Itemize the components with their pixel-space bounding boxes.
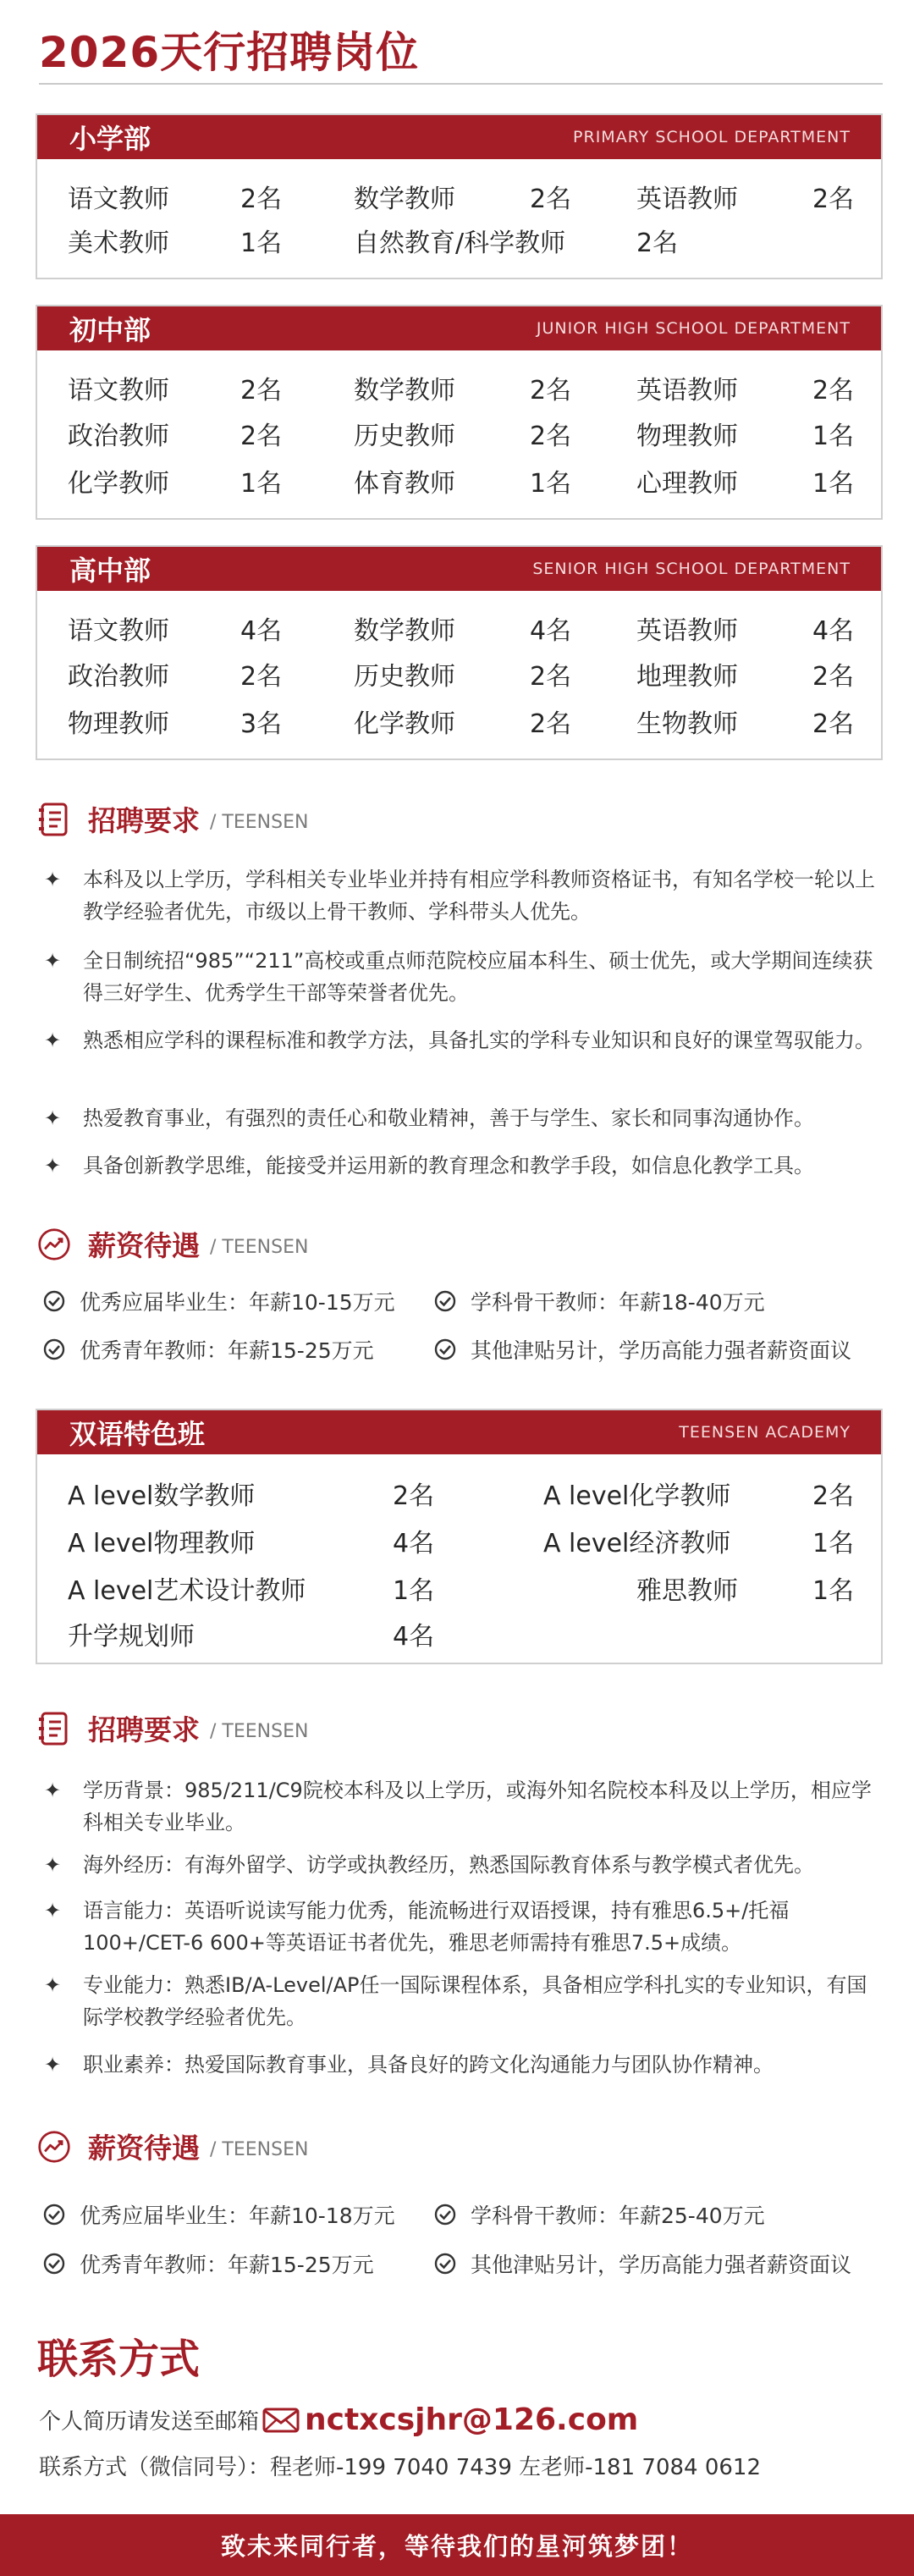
check-circle-icon: [42, 1289, 66, 1313]
requirement-text: 专业能力：熟悉IB/A-Level/AP任一国际课程体系，具备相应学科扎实的专业知识，有国际学校教学经验者优先。: [83, 1973, 867, 2029]
position-role: 数学教师: [354, 376, 455, 405]
salary-item: [42, 1334, 374, 1365]
trend-icon: [37, 2128, 71, 2165]
position-count: 2名: [636, 229, 679, 258]
position-count: 2名: [530, 709, 572, 739]
salary-text: 学科骨干教师：年薪18-40万元: [471, 1290, 765, 1315]
position-role: 数学教师: [354, 616, 455, 646]
position-role: 物理教师: [636, 422, 738, 451]
dept-header: [37, 115, 881, 159]
salary-text: 学科骨干教师：年薪25-40万元: [471, 2204, 765, 2228]
section-subtitle: / TEENSEN: [210, 1721, 309, 1742]
requirement-item: [44, 1895, 882, 1959]
position-count: 2名: [530, 662, 572, 692]
dept-english-name: SENIOR HIGH SCHOOL DEPARTMENT: [532, 560, 851, 578]
position-role: A level经济教师: [543, 1529, 731, 1558]
position-role: 生物教师: [636, 709, 738, 739]
salary-item: [433, 1334, 851, 1365]
position-role: 升学规划师: [68, 1622, 195, 1652]
requirement-item: [44, 1774, 882, 1839]
sparkle-icon: ✦: [44, 1973, 62, 1997]
position-role: 化学教师: [68, 469, 169, 499]
dept-header: [37, 547, 881, 591]
salary-text: 优秀应届毕业生：年薪10-15万元: [80, 1290, 395, 1315]
dept-primary: [36, 113, 883, 279]
position-count: 4名: [240, 616, 283, 646]
position-role: 数学教师: [354, 185, 455, 214]
position-count: 4名: [393, 1529, 435, 1558]
salary-text: 优秀青年教师：年薪15-25万元: [80, 1338, 374, 1363]
salary-header: [37, 2126, 308, 2166]
position-role: 美术教师: [68, 229, 169, 258]
sparkle-icon: ✦: [44, 1106, 62, 1130]
salary-text: 其他津贴另计，学历高能力强者薪资面议: [471, 2253, 852, 2277]
footer-banner: [0, 2514, 914, 2576]
position-role: 地理教师: [636, 662, 738, 692]
document-icon: [37, 1710, 71, 1747]
position-count: 1名: [812, 422, 855, 451]
position-count: 3名: [240, 709, 283, 739]
dept-senior: [36, 545, 883, 760]
salary-text: 优秀青年教师：年薪15-25万元: [80, 2253, 374, 2277]
position-count: 1名: [393, 1576, 435, 1606]
position-count: 2名: [393, 1481, 435, 1511]
position-count: 2名: [240, 422, 283, 451]
mail-icon: [262, 2407, 300, 2434]
requirement-item: [44, 1969, 882, 2033]
position-role: 政治教师: [68, 662, 169, 692]
requirement-item: [44, 1102, 882, 1134]
position-role: 化学教师: [354, 709, 455, 739]
footer-slogan: 致未来同行者，等待我们的星河筑梦团！: [220, 2532, 693, 2561]
sparkle-icon: ✦: [44, 1899, 62, 1922]
position-role: 历史教师: [354, 422, 455, 451]
position-role: 政治教师: [68, 422, 169, 451]
salary-item: [42, 2248, 374, 2279]
requirement-text: 熟悉相应学科的课程标准和教学方法，具备扎实的学科专业知识和良好的课堂驾驭能力。: [83, 1029, 875, 1052]
section-title: 薪资待遇: [88, 2132, 200, 2165]
sparkle-icon: ✦: [44, 1853, 62, 1877]
requirement-text: 学历背景：985/211/C9院校本科及以上学历，或海外知名院校本科及以上学历，相应学科相关专业毕业。: [83, 1779, 872, 1834]
position-role: 心理教师: [636, 469, 738, 499]
requirement-item: [44, 863, 882, 928]
dept-english-name: JUNIOR HIGH SCHOOL DEPARTMENT: [536, 319, 851, 338]
requirement-text: 全日制统招“985”“211”高校或重点师范院校应届本科生、硕士优先，或大学期间连续获得三好学生、优秀学生干部等荣誉者优先。: [83, 949, 873, 1005]
requirement-item: [44, 1150, 882, 1182]
position-count: 4名: [393, 1622, 435, 1652]
requirement-item: [44, 945, 882, 1009]
requirements-header: [37, 799, 308, 839]
section-title: 招聘要求: [88, 804, 200, 837]
sparkle-icon: ✦: [44, 1154, 62, 1178]
document-icon: [37, 801, 71, 838]
position-role: 自然教育/科学教师: [354, 229, 566, 258]
phone-line: 联系方式（微信同号）：程老师-199 7040 7439 左老师-181 7084 0612: [39, 2455, 762, 2480]
sparkle-icon: ✦: [44, 868, 62, 891]
position-count: 4名: [530, 616, 572, 646]
position-count: 1名: [240, 229, 283, 258]
sparkle-icon: ✦: [44, 1779, 62, 1802]
check-circle-icon: [42, 1338, 66, 1361]
requirement-text: 职业素养：热爱国际教育事业，具备良好的跨文化沟通能力与团队协作精神。: [83, 2053, 774, 2077]
position-role: 语文教师: [68, 616, 169, 646]
email-address[interactable]: nctxcsjhr@126.com: [305, 2402, 639, 2437]
position-count: 2名: [240, 376, 283, 405]
position-count: 1名: [812, 1576, 855, 1606]
position-role: A level艺术设计教师: [68, 1576, 306, 1606]
dept-english-name: PRIMARY SCHOOL DEPARTMENT: [573, 128, 851, 146]
position-count: 2名: [530, 376, 572, 405]
salary-item: [433, 2248, 851, 2279]
section-title: 薪资待遇: [88, 1229, 200, 1262]
salary-item: [42, 1286, 395, 1316]
position-count: 1名: [240, 469, 283, 499]
salary-text: 优秀应届毕业生：年薪10-18万元: [80, 2204, 395, 2228]
check-circle-icon: [433, 2252, 457, 2275]
position-role: 历史教师: [354, 662, 455, 692]
dept-name: 小学部: [69, 123, 151, 155]
position-count: 2名: [530, 422, 572, 451]
requirement-item: [44, 1024, 882, 1056]
contact-title: 联系方式: [37, 2336, 201, 2383]
title-divider: [39, 83, 883, 85]
position-role: 语文教师: [68, 185, 169, 214]
sparkle-icon: ✦: [44, 949, 62, 973]
salary-item: [42, 2199, 395, 2230]
sparkle-icon: ✦: [44, 2053, 62, 2077]
section-subtitle: / TEENSEN: [210, 1237, 309, 1258]
position-count: 1名: [812, 1529, 855, 1558]
dept-junior: [36, 305, 883, 520]
position-role: 体育教师: [354, 469, 455, 499]
position-count: 2名: [812, 185, 855, 214]
check-circle-icon: [42, 2203, 66, 2226]
position-count: 2名: [812, 709, 855, 739]
requirement-text: 热爱教育事业，有强烈的责任心和敬业精神，善于与学生、家长和同事沟通协作。: [83, 1106, 814, 1130]
contact-phone-row: [39, 2450, 761, 2481]
trend-icon: [37, 1226, 71, 1263]
position-count: 2名: [530, 185, 572, 214]
dept-header: [37, 306, 881, 350]
salary-item: [433, 2199, 765, 2230]
requirement-text: 具备创新教学思维，能接受并运用新的教育理念和教学手段，如信息化教学工具。: [83, 1154, 814, 1178]
contact-email-row: [39, 2402, 638, 2437]
requirement-text: 海外经历：有海外留学、访学或执教经历，熟悉国际教育体系与教学模式者优先。: [83, 1853, 814, 1877]
section-title: 招聘要求: [88, 1713, 200, 1746]
section-subtitle: / TEENSEN: [210, 812, 309, 833]
requirement-item: [44, 1849, 882, 1881]
salary-item: [433, 1286, 765, 1316]
position-role: 英语教师: [636, 376, 738, 405]
position-role: A level化学教师: [543, 1481, 731, 1511]
requirement-text: 本科及以上学历，学科相关专业毕业并持有相应学科教师资格证书，有知名学校一轮以上教学经验者优先，市级以上骨干教师、学科带头人优先。: [83, 868, 875, 924]
check-circle-icon: [433, 1289, 457, 1313]
position-count: 2名: [812, 662, 855, 692]
position-count: 1名: [530, 469, 572, 499]
email-label: 个人简历请发送至邮箱: [39, 2409, 260, 2435]
sparkle-icon: ✦: [44, 1029, 62, 1052]
requirements-header: [37, 1708, 308, 1748]
requirement-text: 语言能力：英语听说读写能力优秀，能流畅进行双语授课，持有雅思6.5+/托福100+/CET-6 600+等英语证书者优先，雅思老师需持有雅思7.5+成绩。: [83, 1899, 790, 1955]
position-role: 物理教师: [68, 709, 169, 739]
check-circle-icon: [433, 2203, 457, 2226]
position-count: 2名: [240, 185, 283, 214]
position-count: 2名: [812, 1481, 855, 1511]
position-role: 语文教师: [68, 376, 169, 405]
page-title: 2026天行招聘岗位: [39, 28, 420, 77]
position-role: A level物理教师: [68, 1529, 256, 1558]
salary-header: [37, 1224, 308, 1264]
dept-bilingual: [36, 1409, 883, 1664]
check-circle-icon: [42, 2252, 66, 2275]
section-subtitle: / TEENSEN: [210, 2139, 309, 2160]
requirement-item: [44, 2049, 882, 2081]
dept-english-name: TEENSEN ACADEMY: [679, 1423, 851, 1442]
position-count: 2名: [812, 376, 855, 405]
position-role: 英语教师: [636, 185, 738, 214]
dept-name: 双语特色班: [69, 1418, 206, 1450]
dept-name: 初中部: [69, 314, 151, 346]
position-role: A level数学教师: [68, 1481, 256, 1511]
position-count: 4名: [812, 616, 855, 646]
dept-header: [37, 1410, 881, 1454]
position-count: 1名: [812, 469, 855, 499]
salary-text: 其他津贴另计，学历高能力强者薪资面议: [471, 1338, 852, 1363]
position-count: 2名: [240, 662, 283, 692]
check-circle-icon: [433, 1338, 457, 1361]
dept-name: 高中部: [69, 554, 151, 587]
position-role: 英语教师: [636, 616, 738, 646]
position-role: 雅思教师: [636, 1576, 738, 1606]
